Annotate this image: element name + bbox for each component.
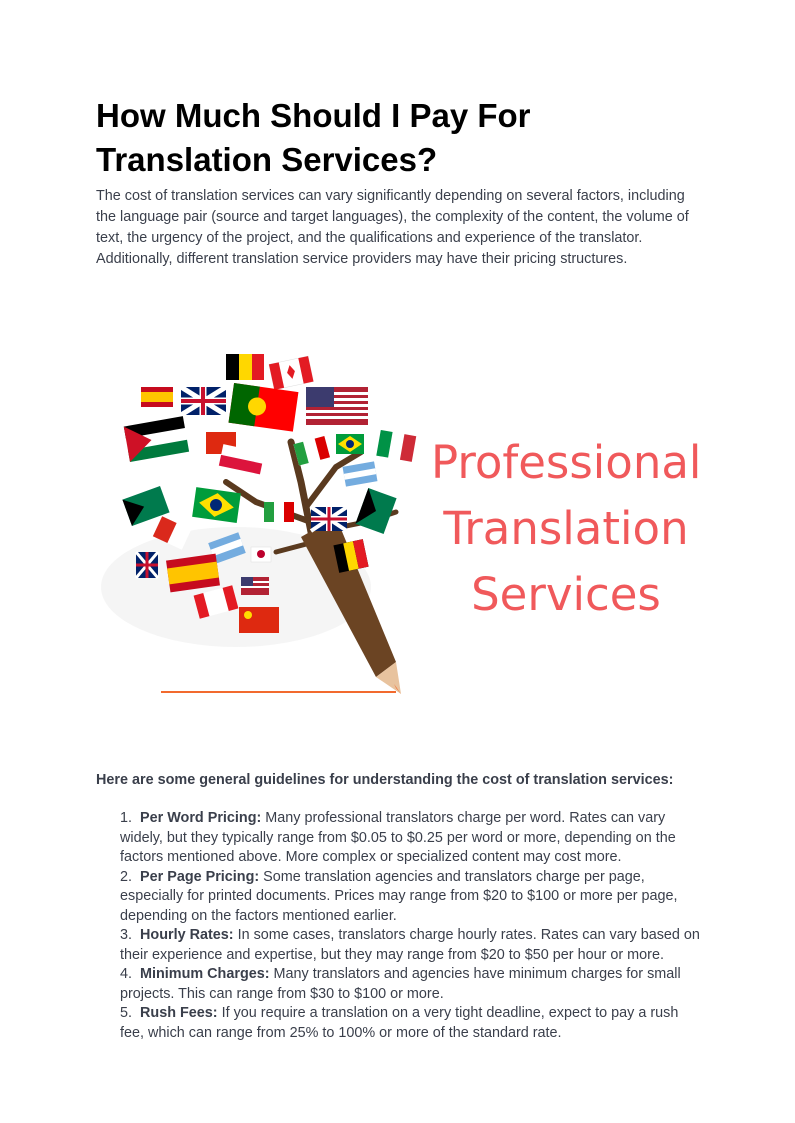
list-label: Per Page Pricing: bbox=[140, 868, 260, 885]
list-text: In some cases, translators charge hourly rates. Rates can vary based on their experience and expertise, but they may range from $20 to $50 per hour or more. bbox=[120, 927, 700, 963]
list-label: Hourly Rates: bbox=[140, 927, 234, 943]
list-text: If you require a translation on a very tight deadline, expect to pay a rush fee, which can range from 25% to 100% or more of the standard rate. bbox=[120, 1005, 679, 1041]
list-text: Some translation agencies and translators charge per page, especially for printed documents. Prices may range from $20 to $100 or more per page, depending on the factors mentioned earlier. bbox=[120, 868, 678, 924]
list-text: Many professional translators charge per word. Rates can vary widely, but they typically range from $0.05 to $0.25 per word or more, depending on the factors mentioned above. More complex or specialized content may cost more. bbox=[120, 810, 676, 865]
intro-paragraph: The cost of translation services can vary significantly depending on several factors, including the language pair (source and target languages), the complexity of the content, the volume of text, the urgency of the project, and the qualifications and experience of the translator. Additionally, different translation service providers may have their pricing structures. bbox=[96, 188, 689, 267]
hero-line-1: Professional bbox=[431, 436, 702, 489]
title-line-1: How Much Should I Pay For bbox=[96, 97, 531, 134]
hero-illustration bbox=[96, 332, 701, 732]
list-number: 3. bbox=[120, 927, 133, 943]
list-number: 2. bbox=[120, 868, 133, 885]
flag-tree-pencil-icon bbox=[96, 332, 456, 732]
list-item bbox=[120, 965, 700, 1004]
title-line-2: Translation Services? bbox=[96, 141, 438, 178]
list-number: 5. bbox=[120, 1005, 133, 1021]
list-label: Rush Fees: bbox=[140, 1005, 218, 1021]
list-item bbox=[120, 1004, 700, 1043]
guidelines-heading: Here are some general guidelines for understanding the cost of translation services: bbox=[96, 772, 674, 788]
hero-line-3: Services bbox=[471, 568, 661, 621]
hero-headline bbox=[431, 430, 701, 628]
list-item bbox=[120, 809, 700, 868]
list-number: 4. bbox=[120, 966, 133, 982]
list-text: Many translators and agencies have minimum charges for small projects. This can range from $30 to $100 or more. bbox=[120, 966, 681, 1002]
list-item bbox=[120, 926, 700, 965]
hero-line-2: Translation bbox=[443, 502, 689, 555]
list-label: Per Word Pricing: bbox=[140, 810, 262, 826]
page-title bbox=[96, 94, 701, 182]
guidelines-list bbox=[96, 809, 700, 1043]
list-label: Minimum Charges: bbox=[140, 966, 270, 982]
article bbox=[96, 94, 701, 1043]
list-item bbox=[120, 868, 700, 927]
list-number: 1. bbox=[120, 810, 133, 826]
